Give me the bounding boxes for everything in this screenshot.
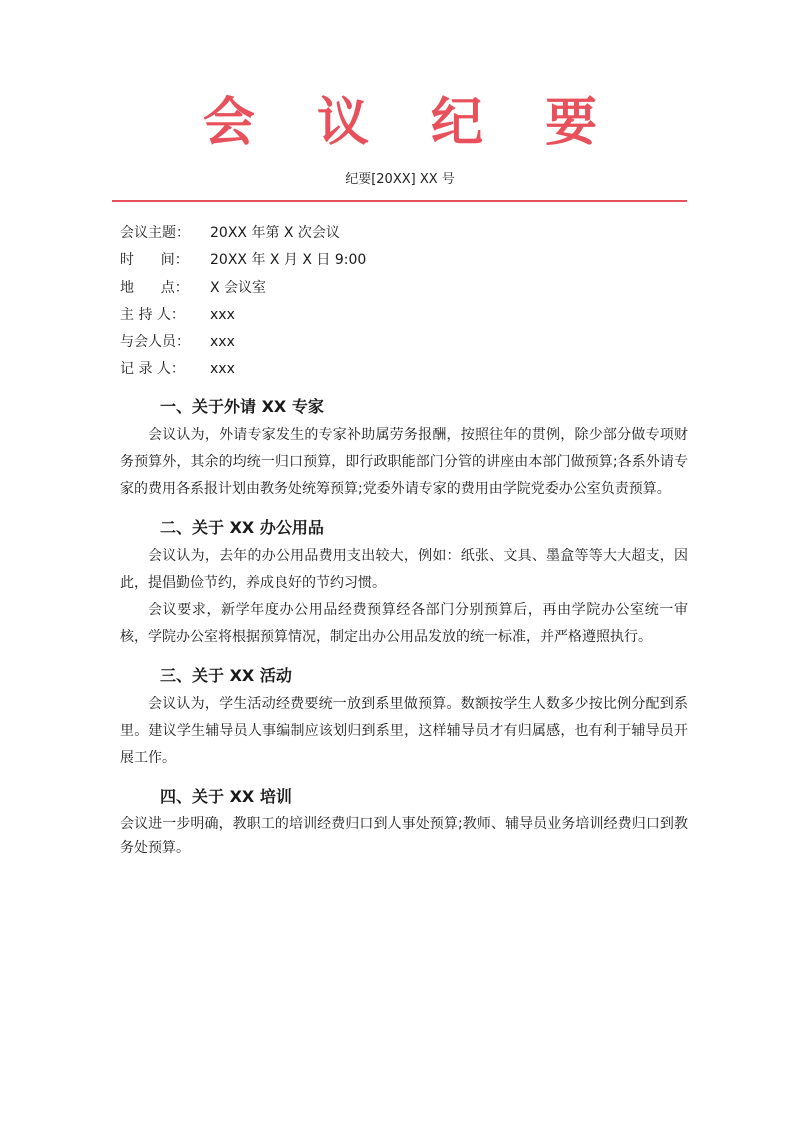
section-paragraph: 会议认为，外请专家发生的专家补助属劳务报酬，按照往年的贯例，除少部分做专项财务预算外，其余的均统一归口预算，即行政职能部门分管的讲座由本部门做预算;各系外请专家的费用各系报计划由教务处统筹预算;党委外请专家的费用由学院党委办公室负责预算。: [120, 427, 688, 497]
section-heading: 二、关于 XX 办公用品: [160, 518, 324, 537]
title-divider: [112, 200, 687, 202]
info-row-host: [120, 302, 680, 329]
section-experts: [120, 392, 688, 503]
info-row-attendees: [120, 329, 680, 356]
info-label: 时 间：: [120, 252, 189, 269]
section-heading: 四、关于 XX 培训: [160, 787, 292, 806]
document-number: 纪要[20XX] XX 号: [345, 172, 455, 187]
info-label: 会议主题：: [120, 225, 190, 241]
info-row-topic: [120, 220, 680, 247]
document-title: 会 议 纪 要: [202, 92, 620, 153]
info-row-recorder: [120, 356, 680, 383]
section-activities: [120, 661, 688, 772]
info-value: 20XX 年第 X 次会议: [210, 225, 340, 241]
info-value: xxx: [210, 306, 235, 323]
info-value: X 会议室: [210, 279, 267, 296]
info-value: 20XX 年 X 月 X 日 9:00: [210, 252, 367, 269]
info-label: 主 持 人：: [120, 306, 185, 323]
section-paragraph: 会议要求，新学年度办公用品经费预算经各部门分别预算后，再由学院办公室统一审核，学院办公室将根据预算情况，制定出办公用品发放的统一标准，并严格遵照执行。: [120, 602, 688, 645]
info-value: xxx: [210, 334, 235, 351]
meeting-info: [120, 220, 680, 384]
section-paragraph: 会议进一步明确，教职工的培训经费归口到人事处预算;教师、辅导员业务培训经费归口到教务处预算。: [120, 816, 688, 856]
info-value: xxx: [210, 361, 235, 378]
info-row-location: [120, 275, 680, 302]
section-paragraph: 会议认为，去年的办公用品费用支出较大，例如：纸张、文具、墨盒等等大大超支，因此，提倡勤俭节约，养成良好的节约习惯。: [120, 548, 688, 591]
section-heading: 一、关于外请 XX 专家: [160, 397, 324, 416]
info-label: 地 点：: [120, 279, 189, 296]
info-label: 记 录 人：: [120, 361, 185, 378]
section-heading: 三、关于 XX 活动: [160, 666, 292, 685]
section-paragraph: 会议认为，学生活动经费要统一放到系里做预算。数额按学生人数多少按比例分配到系里。建议学生辅导员人事编制应该划归到系里，这样辅导员才有归属感，也有利于辅导员开展工作。: [120, 696, 688, 766]
info-label: 与会人员：: [120, 334, 190, 351]
section-office-supplies: [120, 513, 688, 651]
minutes-body: [120, 392, 688, 860]
info-row-time: [120, 247, 680, 274]
section-training: [120, 782, 688, 860]
